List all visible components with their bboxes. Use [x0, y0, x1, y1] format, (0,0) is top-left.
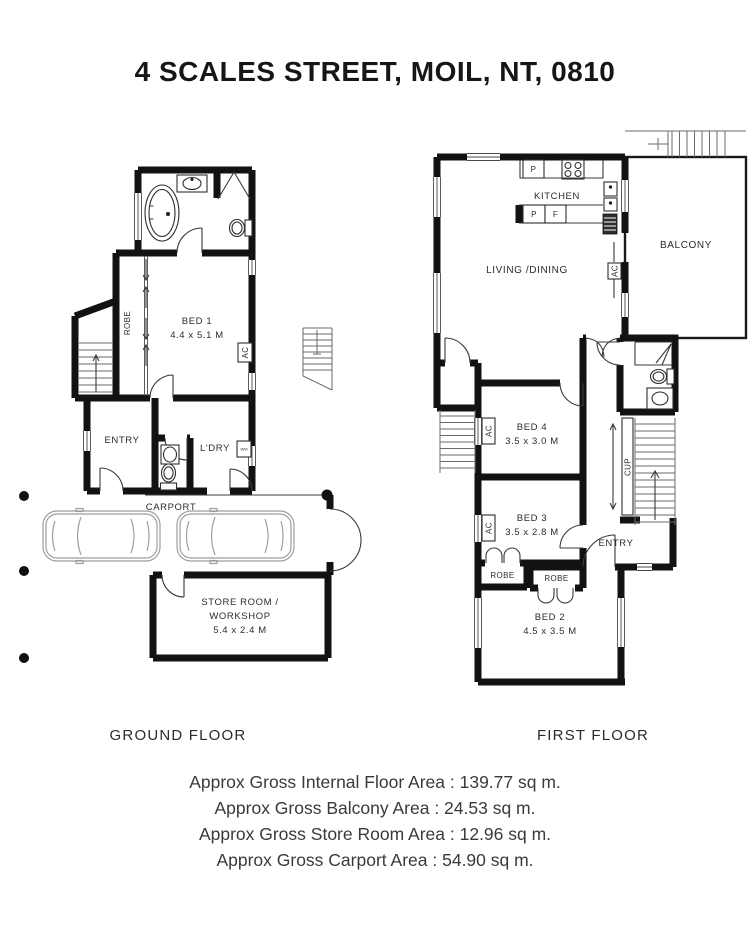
gf-wm-unit: [237, 441, 251, 457]
ff-stairs: [635, 418, 675, 525]
gf-entry-label: ENTRY: [104, 435, 140, 446]
gf-toilet-icon: [230, 220, 253, 237]
ff-bed3-dims: 3.5 x 2.8 M: [505, 527, 559, 538]
gf-post-dot-1: [19, 491, 29, 501]
ff-bed2-dims: 4.5 x 3.5 M: [523, 626, 577, 637]
ff-cupboard: [610, 418, 633, 515]
area-carport: Approx Gross Carport Area : 54.90 sq m.: [216, 850, 534, 870]
gf-bed1-label: BED 1: [181, 316, 213, 327]
car-icon: [43, 509, 160, 564]
gf-doors: [100, 228, 361, 597]
ff-ac-living: [608, 242, 621, 298]
gf-store-dims: 5.4 x 2.4 M: [213, 625, 267, 636]
first-floor-caption: FIRST FLOOR: [536, 727, 650, 744]
area-internal: Approx Gross Internal Floor Area : 139.77 sq m.: [189, 772, 561, 792]
ff-cup-label: CUP: [623, 457, 633, 477]
gf-post-dot-right: [322, 490, 333, 501]
gf-store-label-2: WORKSHOP: [209, 611, 271, 622]
ff-pantry-label-2: P: [531, 210, 537, 219]
ff-sink-icon: [604, 182, 617, 211]
ff-vanity-icon: [647, 388, 673, 409]
ff-living-label: LIVING /DINING: [486, 265, 568, 276]
svg-text:AC: AC: [484, 522, 494, 534]
svg-text:AC: AC: [610, 265, 620, 277]
gf-bathtub-icon: [145, 185, 179, 241]
svg-text:AC: AC: [484, 425, 494, 437]
gf-wc-sink-icon: [161, 445, 179, 464]
area-summary: [0, 769, 750, 873]
ff-robe1-label: ROBE: [490, 571, 515, 580]
ff-robe2-label: ROBE: [544, 574, 569, 583]
ff-toilet-icon: [651, 369, 675, 384]
gf-store-label-1: STORE ROOM /: [201, 597, 279, 608]
ff-entry-label: ENTRY: [598, 538, 634, 549]
gf-bed1-dims: 4.4 x 5.1 M: [170, 330, 224, 341]
gf-stairs: [79, 343, 113, 392]
gf-ac-label: AC: [241, 346, 250, 359]
area-balcony: Approx Gross Balcony Area : 24.53 sq m.: [214, 798, 536, 818]
gf-post-dot-3: [19, 653, 29, 663]
gf-external-stairs: [303, 328, 332, 390]
gf-carport-label: CARPORT: [145, 502, 197, 513]
ff-ac-bed3: [482, 515, 495, 541]
ff-bed4-dims: 3.5 x 3.0 M: [505, 436, 559, 447]
ground-floor-caption: GROUND FLOOR: [109, 727, 247, 744]
ff-external-stairs: [440, 410, 475, 473]
gf-ac-unit: [238, 343, 252, 362]
ff-bed2-label: BED 2: [534, 612, 566, 623]
gf-robe-sliders: [143, 256, 149, 396]
ff-pantry-label-1: P: [530, 165, 537, 174]
gf-robe-label: ROBE: [123, 310, 132, 336]
page-title: 4 SCALES STREET, MOIL, NT, 0810: [134, 56, 616, 87]
first-floor-plan: [420, 120, 750, 710]
gf-shower-icon: [217, 170, 250, 199]
gf-wm-label: WM: [240, 446, 248, 452]
gf-vanity-icon: [177, 175, 207, 192]
ff-balcony-label: BALCONY: [660, 240, 712, 251]
ff-bed3-label: BED 3: [516, 513, 548, 524]
ff-walls: [437, 157, 678, 682]
area-store: Approx Gross Store Room Area : 12.96 sq m.: [198, 824, 552, 844]
gf-ldry-label: L'DRY: [200, 443, 230, 454]
ff-stove-icon: [562, 160, 584, 179]
gf-post-dot-2: [19, 566, 29, 576]
ff-balcony-outline: [625, 131, 746, 338]
ff-dishwasher-icon: [603, 214, 617, 234]
gf-wc-toilet-icon: [161, 464, 177, 490]
ground-floor-plan: [5, 158, 375, 718]
ff-bed4-label: BED 4: [516, 422, 548, 433]
ff-fridge-label: F: [552, 210, 559, 219]
car-icon: [177, 509, 294, 564]
ff-ac-bed4: [482, 418, 495, 444]
ff-bathroom-fixtures: [635, 342, 674, 409]
ff-kitchen-label: KITCHEN: [534, 191, 580, 202]
